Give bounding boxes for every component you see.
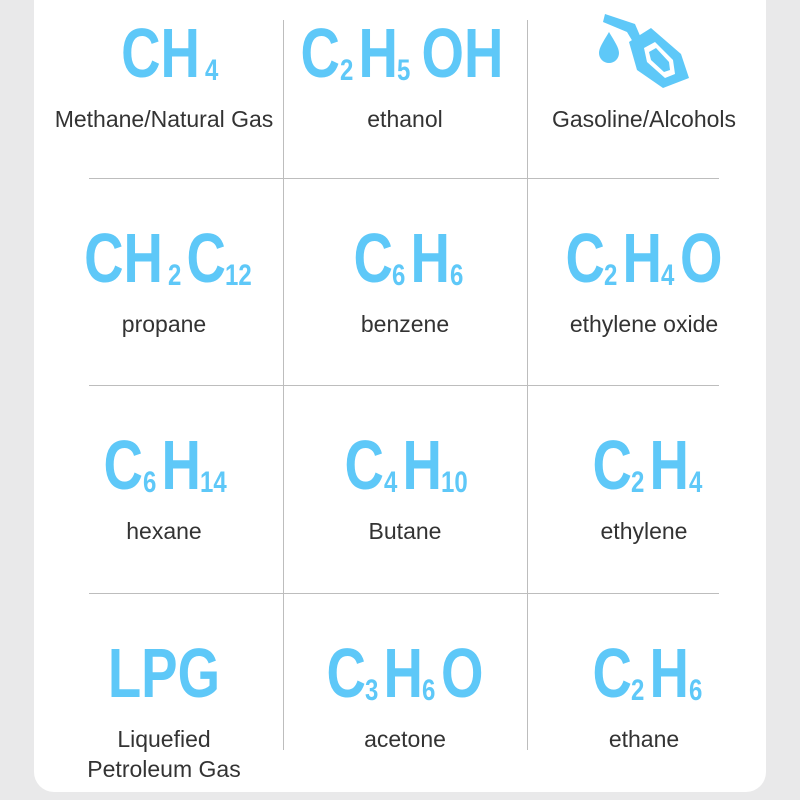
formula-subscript: 2 [631,674,645,707]
formula-symbol: LPG [107,634,221,712]
chemical-formula [339,422,470,504]
formula-symbol: H [649,426,690,504]
formula-subscript: 3 [365,674,379,707]
formula-symbol: OH [421,14,504,92]
formula-symbol: C [344,426,385,504]
chemical-formula [98,422,229,504]
formula-symbol: C [326,634,366,712]
gas-name: acetone [364,726,446,752]
gas-cell-propane [42,215,286,339]
gas-cell-ethylene-oxide [522,215,766,339]
gas-cell-hexane [42,422,286,546]
gas-name: ethanol [367,106,443,132]
gas-name: Methane/Natural Gas [54,106,274,132]
gas-cell-benzene [283,215,527,339]
formula-subscript: 4 [661,259,675,292]
formula-symbol: C [592,634,632,712]
gas-cell-acetone [283,630,527,754]
formula-symbol: H [649,634,690,712]
grid-divider [89,385,719,386]
formula-subscript: 2 [339,54,354,87]
formula-subscript: 2 [168,259,182,292]
formula-symbol: C [565,219,605,297]
chemical-formula [560,215,729,297]
chemical-formula [92,630,236,712]
formula-symbol: O [441,634,484,712]
formula-symbol: C [592,426,632,504]
formula-symbol: C [186,219,226,297]
formula-subscript: 6 [449,259,463,292]
formula-subscript: 4 [383,466,398,499]
gas-cell-ethanol [283,10,527,134]
formula-symbol: C [353,219,393,297]
formula-subscript: 5 [397,54,411,87]
chemical-formula [321,630,490,712]
gas-name [87,724,240,784]
formula-subscript: 6 [688,674,702,707]
formula-subscript: 4 [688,466,702,499]
gas-name: Butane [368,518,442,544]
gas-name-line: Liquefied [117,726,211,752]
formula-symbol: H [383,634,423,712]
formula-symbol: CH [121,14,201,92]
formula-subscript: 4 [205,54,219,87]
formula-symbol: H [622,219,662,297]
chemical-formula [587,630,702,712]
formula-symbol: H [410,219,451,297]
gas-name: ethane [608,726,680,752]
grid-divider [89,178,719,179]
formula-symbol: C [103,426,144,504]
gas-cell-methane [42,10,286,134]
gas-name: ethylene oxide [569,311,719,337]
formula-symbol: H [161,426,201,504]
formula-symbol: C [300,14,341,92]
formula-subscript: 6 [142,466,157,499]
formula-subscript: 10 [441,466,468,499]
formula-symbol: H [358,14,398,92]
gas-name: hexane [126,518,202,544]
formula-subscript: 2 [631,466,645,499]
gas-cell-gasoline [522,10,766,134]
gas-cell-lpg [42,630,286,784]
gas-name: propane [121,311,207,337]
chemical-formula [348,215,463,297]
gas-cell-butane [283,422,527,546]
chemical-formula [110,10,219,92]
chemical-formula [295,10,515,92]
formula-symbol: H [402,426,442,504]
gas-cell-ethane [522,630,766,754]
fuel-nozzle-icon [589,10,699,88]
gas-name: Gasoline/Alcohols [551,106,737,132]
chemical-formula [587,422,702,504]
formula-symbol: CH [84,219,164,297]
gas-name-line: Petroleum Gas [87,756,241,782]
gas-cell-ethylene [522,422,766,546]
formula-subscript: 6 [392,259,406,292]
formula-subscript: 14 [200,466,227,499]
gas-name: benzene [360,311,450,337]
formula-subscript: 2 [604,259,618,292]
formula-subscript: 12 [225,259,253,292]
formula-symbol: O [680,219,723,297]
grid-divider [89,593,719,594]
formula-subscript: 6 [422,674,436,707]
gas-name: ethylene [600,518,688,544]
chemical-formula [73,215,255,297]
